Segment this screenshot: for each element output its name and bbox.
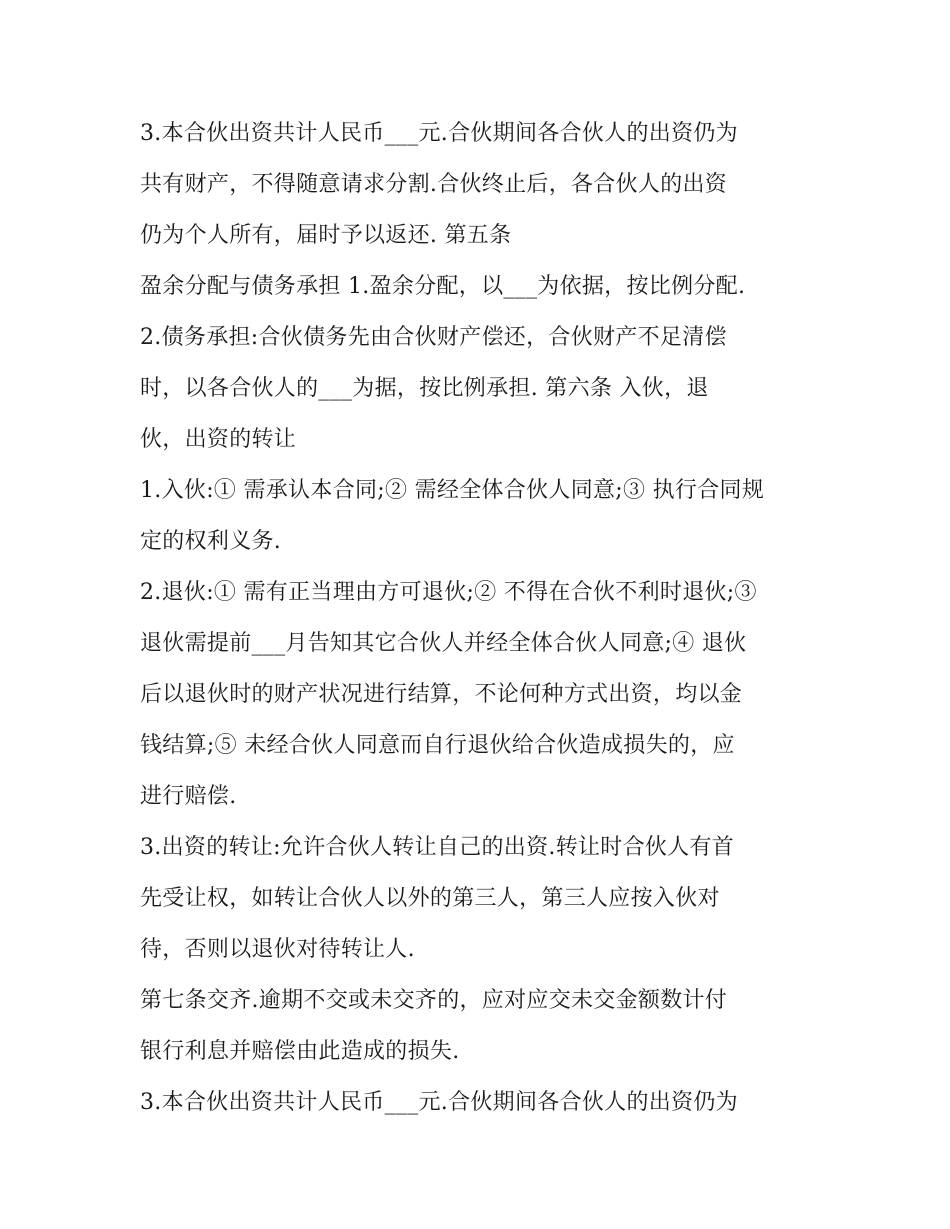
text-line: 先受让权，如转让合伙人以外的第三人，第三人应按入伙对: [140, 886, 720, 911]
text-line: 伙，出资的转让: [140, 427, 297, 452]
document-body: [140, 108, 820, 1128]
text-line: 第七条交齐.逾期不交或未交齐的，应对应交未交金额数计付: [140, 988, 728, 1013]
text-line: 银行利息并赔偿由此造成的损失.: [140, 1039, 460, 1064]
text-line: 共有财产，不得随意请求分割.合伙终止后，各合伙人的出资: [140, 172, 728, 197]
text-line: 3.本合伙出资共计人民币___元.合伙期间各合伙人的出资仍为: [140, 121, 738, 146]
text-line: 定的权利义务.: [140, 529, 282, 554]
text-line: 2.债务承担:合伙债务先由合伙财产偿还，合伙财产不足清偿: [140, 325, 727, 350]
text-line: 时，以各合伙人的___为据，按比例承担. 第六条 入伙，退: [140, 376, 709, 401]
text-line: 3.出资的转让:允许合伙人转让自己的出资.转让时合伙人有首: [140, 835, 735, 860]
text-line: 盈余分配与债务承担 1.盈余分配，以___为依据，按比例分配.: [140, 274, 746, 299]
text-line: 2.退伙:① 需有正当理由方可退伙;② 不得在合伙不利时退伙;③: [140, 580, 757, 605]
text-line: 钱结算;⑤ 未经合伙人同意而自行退伙给合伙造成损失的，应: [140, 733, 735, 758]
text-line: 3.本合伙出资共计人民币___元.合伙期间各合伙人的出资仍为: [140, 1090, 738, 1115]
text-line: 仍为个人所有，届时予以返还. 第五条: [140, 223, 512, 248]
text-line: 后以退伙时的财产状况进行结算，不论何种方式出资，均以金: [140, 682, 743, 707]
text-line: 待，否则以退伙对待转让人.: [140, 937, 415, 962]
text-line: 进行赔偿.: [140, 784, 237, 809]
text-line: 1.入伙:① 需承认本合同;② 需经全体合伙人同意;③ 执行合同规: [140, 478, 765, 503]
text-line: 退伙需提前___月告知其它合伙人并经全体合伙人同意;④ 退伙: [140, 631, 747, 656]
